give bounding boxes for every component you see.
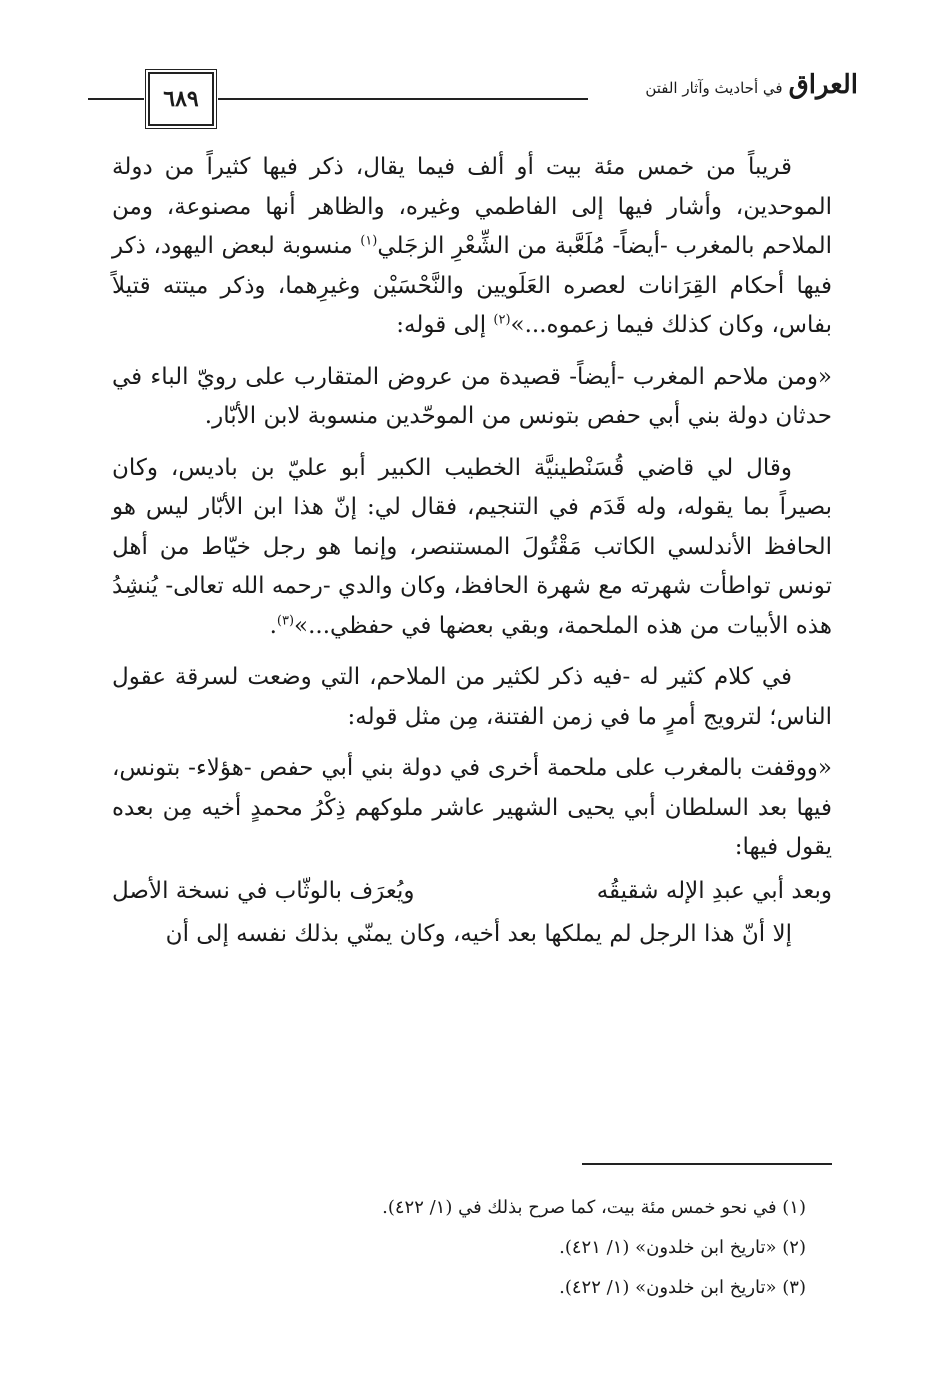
paragraph-2-text: «ومن ملاحم المغرب -أيضاً- قصيدة من عروض المتقارب على رويّ الباء في حدثان دولة بني أبي حفص بتونس من الموحّدين منسوبة لابن الأبّار.: [112, 363, 832, 429]
paragraph-6-text: إلا أنّ هذا الرجل لم يملكها بعد أخيه، وكان يمنّي بذلك نفسه إلى أن: [165, 921, 792, 947]
paragraph-1-text-b: منسوبة لبعض اليهود، ذكر فيها أحكام القِرَانات لعصره العَلَويين والنَّحْسَيْن وغيرِهما، وذكر ميتته قتيلاً بفاس، وكان كذلك فيما زعموه...»: [112, 233, 832, 338]
paragraph-4: [112, 658, 832, 737]
paragraph-6: [112, 915, 832, 955]
page-header: [88, 70, 858, 130]
paragraph-2: [112, 358, 832, 437]
paragraph-5-text: «ووقفت بالمغرب على ملحمة أخرى في دولة بني أبي حفص -هؤلاء- بتونس، فيها بعد السلطان أبي يحيى الشهير عاشر ملوكهم ذِكْرُ محمدٍ أخيه مِن بعده يقول فيها:: [112, 755, 832, 860]
paragraph-3: [112, 449, 832, 647]
page-number: ٦٨٩: [163, 86, 199, 112]
footnote-ref-3: (٣): [276, 612, 295, 628]
book-subtitle: في أحاديث وآثار الفتن: [645, 79, 783, 97]
footnotes: [106, 1188, 806, 1308]
paragraph-3-text-b: .: [269, 612, 277, 639]
poem-verse: [112, 872, 832, 912]
paragraph-1-text-c: إلى قوله:: [396, 312, 494, 338]
paragraph-4-text: في كلام كثير له -فيه ذكر لكثير من الملاحم، التي وضعت لسرقة عقول الناس؛ لترويج أمرٍ ما في زمن الفتنة، مِن مثل قوله:: [112, 664, 832, 730]
footnote-3: (٣) «تاريخ ابن خلدون» (١/ ٤٢٢).: [559, 1277, 806, 1298]
page-number-box: [148, 72, 214, 126]
header-rule-left: [88, 98, 144, 100]
paragraph-3-text-a: وقال لي قاضي قُسَنْطينيَّة الخطيب الكبير أبو عليّ بن باديس، وكان بصيراً بما يقوله، وله قَدَم في التنجيم، فقال لي: إنّ هذا ابن الأبّار ليس هو الحافظ الأندلسي الكاتب مَقْتُولَ المستنصر، وإنما هو رجل خيّاط من أهل تونس تواطأت شهرته مع شهرة الحافظ، وكان والدي -رحمه الله تعالى- يُنشِدُ هذه الأبيات من هذه الملحمة، وبقي بعضها في حفظي...»: [112, 454, 832, 639]
paragraph-5: [112, 749, 832, 868]
footnote-ref-2: (٢): [493, 312, 511, 328]
paragraph-1-text-a: قريباً من خمس مئة بيت أو ألف فيما يقال، ذكر فيها كثيراً من دولة الموحدين، وأشار فيها إلى الفاطمي وغيره، والظاهر أنها مصنوعة، ومن الملاحم بالمغرب -أيضاً- مُلَعَّبة من الشِّعْرِ الزجَلي: [112, 154, 833, 259]
header-rule-middle: [218, 98, 588, 100]
running-title: [645, 70, 858, 114]
footnote-2: (٢) «تاريخ ابن خلدون» (١/ ٤٢١).: [559, 1237, 806, 1258]
footnote-ref-1: (١): [360, 233, 378, 249]
footnote-1: (١) في نحو خمس مئة بيت، كما صرح بذلك في (١/ ٤٢٢).: [382, 1197, 806, 1218]
verse-hemistich-2: ويُعرَف بالوثّاب في نسخة الأصل: [112, 877, 415, 904]
main-text: [112, 148, 832, 967]
verse-hemistich-1: وبعد أبي عبدِ الإله شقيقُه: [596, 877, 832, 904]
book-title: العراق: [788, 70, 858, 100]
footnote-separator: [582, 1163, 832, 1165]
paragraph-1: [112, 148, 832, 346]
